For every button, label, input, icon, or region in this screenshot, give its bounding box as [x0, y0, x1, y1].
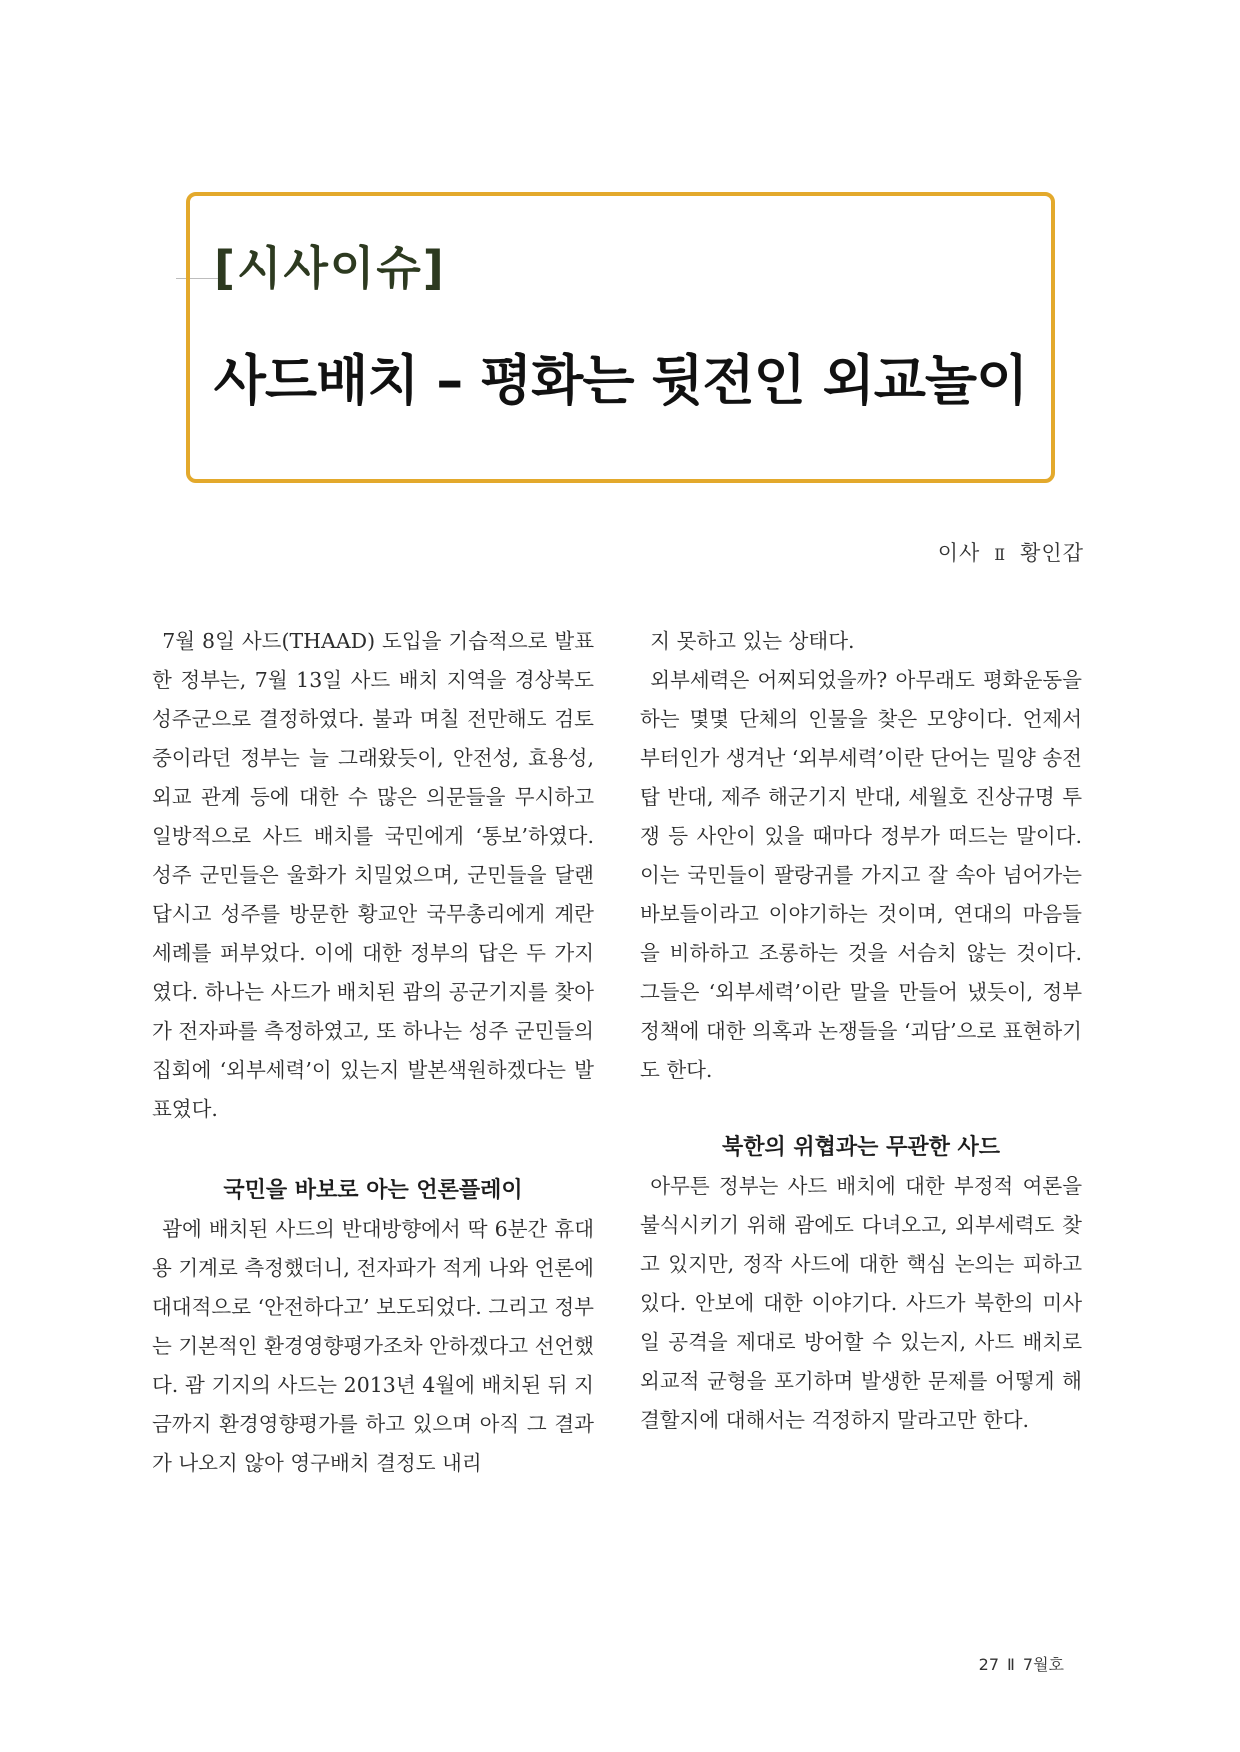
body-paragraph: 괌에 배치된 사드의 반대방향에서 딱 6분간 휴대용 기계로 측정했더니, 전자파가 적게 나와 언론에 대대적으로 ‘안전하다고’ 보도되었다. 그리고 정부는 기본적인 환경영향평가조차 안하겠다고 선언했다. 괌 기지의 사드는 2013년 4월에 배치된 뒤 지금까지 환경영향평가를 하고 있으며 아직 그 결과가 나오지 않아 영구배치 결정도 내리: [152, 1217, 594, 1475]
footer-separator: Ⅱ: [1007, 1655, 1015, 1674]
byline-separator: Ⅱ: [994, 545, 1007, 564]
issue-label: 7월호: [1022, 1655, 1064, 1674]
body-paragraph: 지 못하고 있는 상태다.: [650, 629, 855, 653]
right-column: [640, 622, 1082, 1440]
page-title: 사드배치 – 평화는 뒷전인 외교놀이: [213, 349, 1028, 412]
body-paragraph: 외부세력은 어찌되었을까? 아무래도 평화운동을 하는 몇몇 단체의 인물을 찾은 모양이다. 언제서 부터인가 생겨난 ‘외부세력’이란 단어는 밀양 송전탑 반대, 제주 해군기지 반대, 세월호 진상규명 투쟁 등 사안이 있을 때마다 정부가 떠드는 말이다. 이는 국민들이 팔랑귀를 가지고 잘 속아 넘어가는 바보들이라고 이야기하는 것이며, 연대의 마음들을 비하하고 조롱하는 것을 서슴치 않는 것이다. 그들은 ‘외부세력’이란 말을 만들어 냈듯이, 정부 정책에 대한 의혹과 논쟁들을 ‘괴담’으로 표현하기도 한다.: [640, 668, 1082, 1082]
section-subheading: 북한의 위협과는 무관한 사드: [721, 1134, 1000, 1160]
author-role: 이사: [937, 541, 981, 565]
section-subheading: 국민을 바보로 아는 언론플레이: [223, 1177, 523, 1203]
body-paragraph: 7월 8일 사드(THAAD) 도입을 기습적으로 발표한 정부는, 7월 13일 사드 배치 지역을 경상북도 성주군으로 결정하였다. 불과 며칠 전만해도 검토 중이라던 정부는 늘 그래왔듯이, 안전성, 효용성, 외교 관계 등에 대한 수 많은 의문들을 무시하고 일방적으로 사드 배치를 국민에게 ‘통보’하였다. 성주 군민들은 울화가 치밀었으며, 군민들을 달랜답시고 성주를 방문한 황교안 국무총리에게 계란 세례를 퍼부었다. 이에 대한 정부의 답은 두 가지였다. 하나는 사드가 배치된 괌의 공군기지를 찾아가 전자파를 측정하였고, 또 하나는 성주 군민들의 집회에 ‘외부세력’이 있는지 발본색원하겠다는 발표였다.: [152, 629, 594, 1121]
author-name: 황인갑: [1020, 541, 1084, 565]
page-footer: [979, 1652, 1064, 1675]
section-label: [시사이슈]: [214, 241, 446, 295]
byline: [938, 537, 1084, 567]
page-number: 27: [978, 1655, 1000, 1674]
body-paragraph: 아무튼 정부는 사드 배치에 대한 부정적 여론을 불식시키기 위해 괌에도 다녀오고, 외부세력도 찾고 있지만, 정작 사드에 대한 핵심 논의는 피하고 있다. 안보에 대한 이야기다. 사드가 북한의 미사일 공격을 제대로 방어할 수 있는지, 사드 배치로 외교적 균형을 포기하며 발생한 문제를 어떻게 해결할지에 대해서는 걱정하지 말라고만 한다.: [640, 1174, 1082, 1432]
left-column: [152, 622, 594, 1483]
